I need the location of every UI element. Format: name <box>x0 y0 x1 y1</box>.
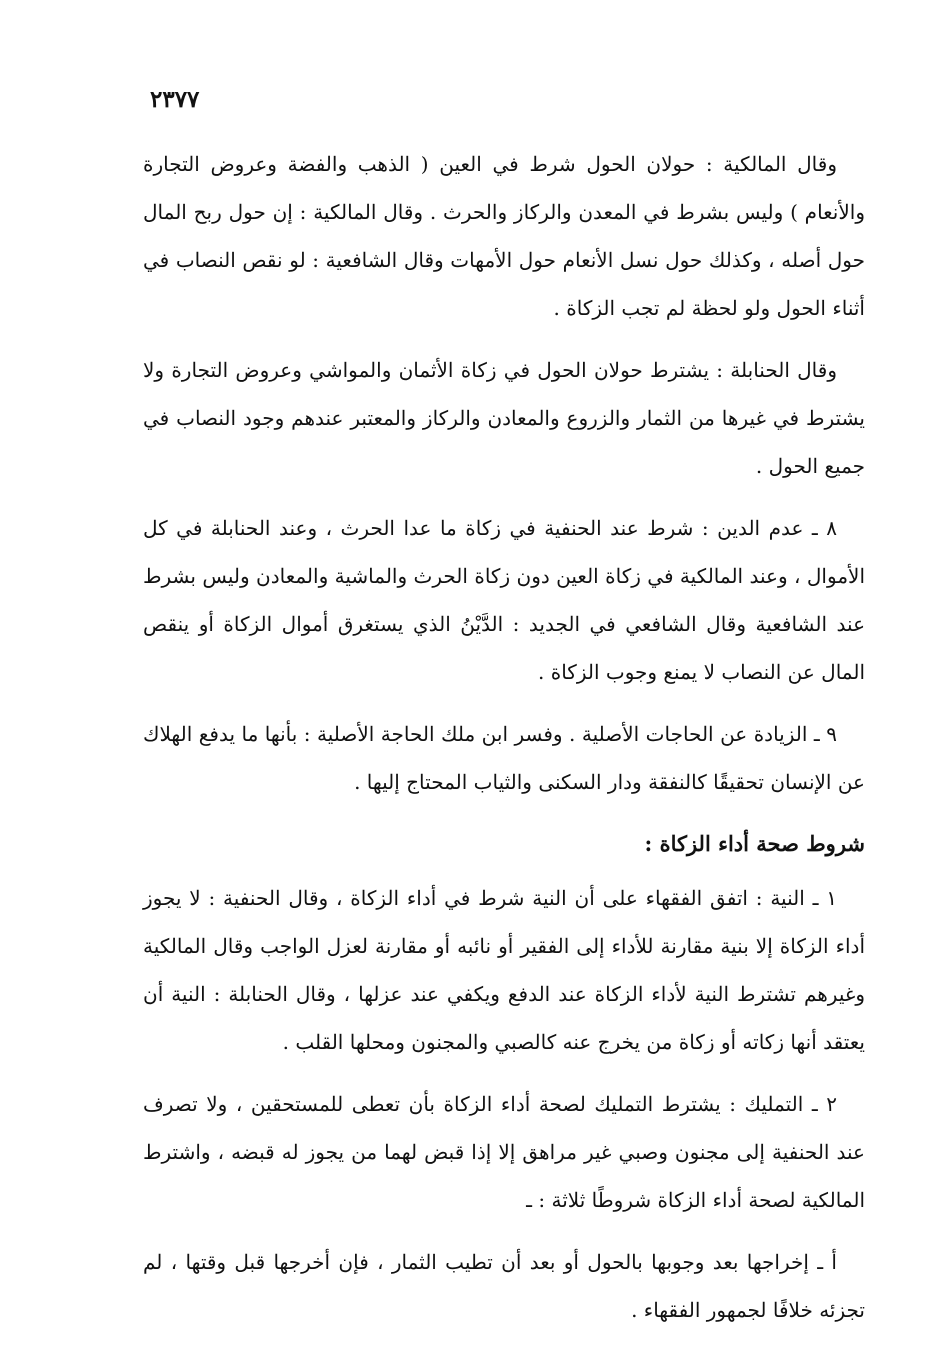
body-text <box>143 140 865 1334</box>
paragraph-condition-9-needs: ٩ ـ الزيادة عن الحاجات الأصلية . وفسر ابن ملك الحاجة الأصلية : بأنها ما يدفع الهلاك عن الإنسان تحقيقًا كالنفقة ودار السكنى والثياب المحتاج إليها . <box>143 722 865 794</box>
paragraph-hanabila-hawl: وقال الحنابلة : يشترط حولان الحول في زكاة الأثمان والمواشي وعروض التجارة ولا يشترط في غيرها من الثمار والزروع والمعادن والركاز والمعتبر عندهم وجود النصاب في جميع الحول . <box>143 358 865 478</box>
page-number: ٢٣٧٧ <box>150 86 200 113</box>
section-heading: شروط صحة أداء الزكاة : <box>644 831 865 856</box>
paragraph-ownership: ٢ ـ التمليك : يشترط التمليك لصحة أداء الزكاة بأن تعطى للمستحقين ، ولا تصرف عند الحنفية إلى مجنون وصبي غير مراهق إلا إذا قبض لهما من يجوز له قبضه ، واشترط المالكية لصحة أداء الزكاة شروطًا ثلاثة : ـ <box>143 1092 865 1212</box>
paragraph-malikiyya-hawl: وقال المالكية : حولان الحول شرط في العين ( الذهب والفضة وعروض التجارة والأنعام ) وليس بشرط في المعدن والركاز والحرث . وقال المالكية : إن حول ربح المال حول أصله ، وكذلك حول نسل الأنعام حول الأمهات وقال الشافعية : لو نقص النصاب في أثناء الحول ولو لحظة لم تجب الزكاة . <box>143 152 865 320</box>
paragraph-condition-8-debt: ٨ ـ عدم الدين : شرط عند الحنفية في زكاة ما عدا الحرث ، وعند الحنابلة في كل الأموال ، وعند المالكية في زكاة العين دون زكاة الحرث والماشية والمعادن وليس بشرط عند الشافعية وقال الشافعي في الجديد : الدَّيْنُ الذي يستغرق أموال الزكاة أو ينقص المال عن النصاب لا يمنع وجوب الزكاة . <box>143 516 865 684</box>
paragraph-intention: ١ ـ النية : اتفق الفقهاء على أن النية شرط في أداء الزكاة ، وقال الحنفية : لا يجوز أداء الزكاة إلا بنية مقارنة للأداء إلى الفقير أو نائبه أو مقارنة لعزل الواجب وقال المالكية وغيرهم تشترط النية لأداء الزكاة عند الدفع ويكفي عند عزلها ، وقال الحنابلة : النية أن يعتقد أنها زكاته أو زكاة من يخرج عنه كالصبي والمجنون ومحلها القلب . <box>143 886 865 1054</box>
paragraph-condition-a: أ ـ إخراجها بعد وجوبها بالحول أو بعد أن تطيب الثمار ، فإن أخرجها قبل وقتها ، لم تجزئه خلافًا لجمهور الفقهاء . <box>143 1250 865 1322</box>
